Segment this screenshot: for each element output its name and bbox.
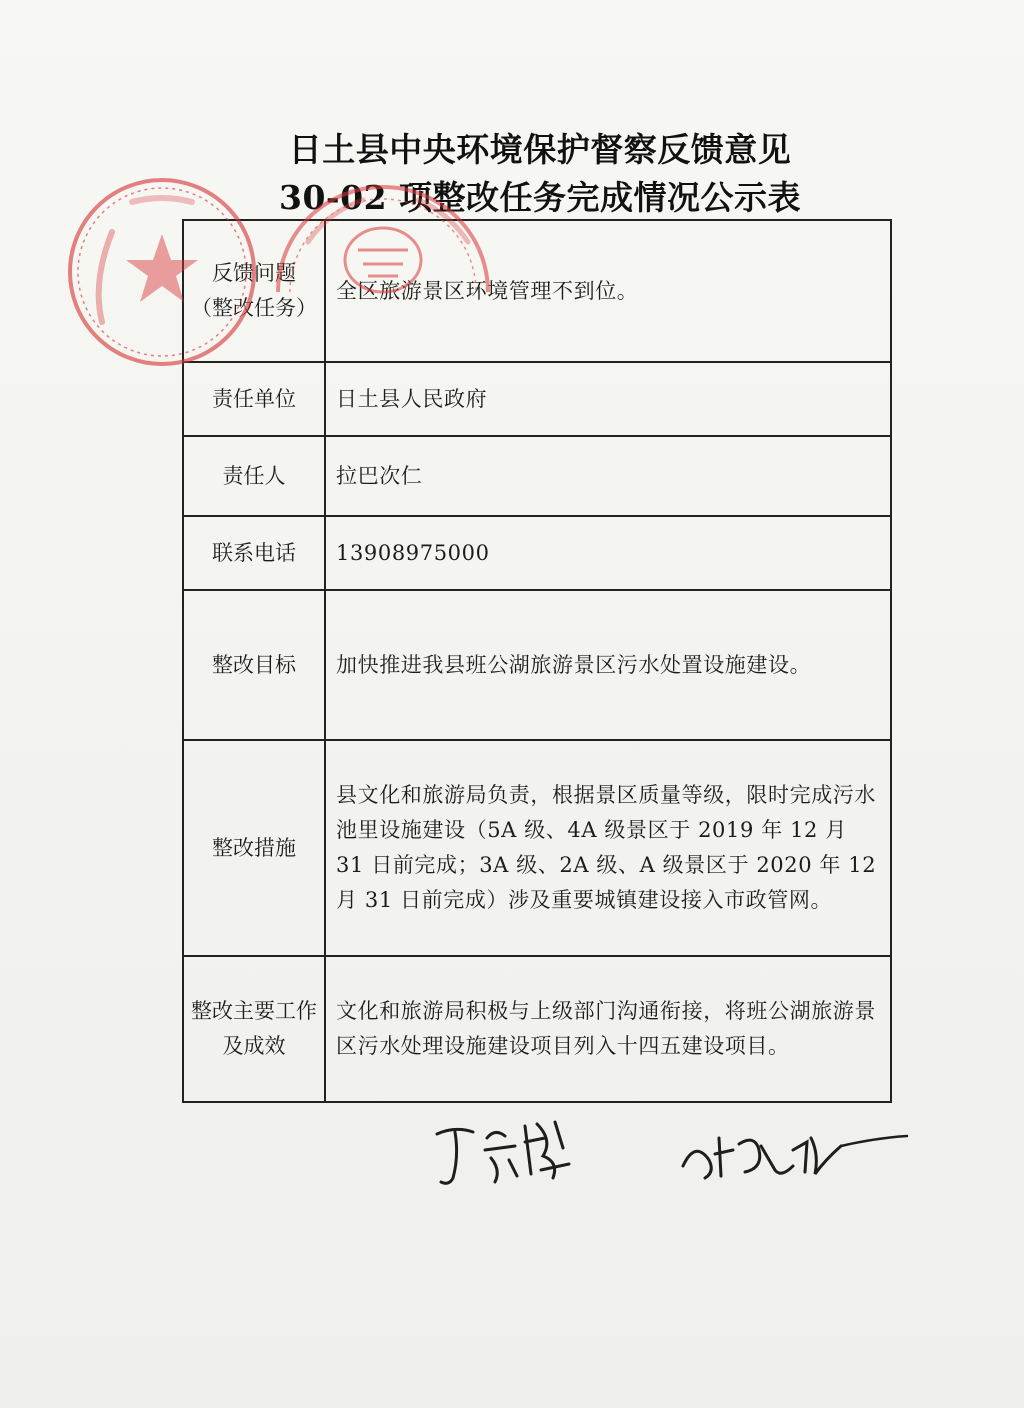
table-row [183,740,891,956]
handwritten-signature-1 [425,1112,585,1192]
row-label-feedback-issue: 反馈问题 （整改任务） [183,220,325,362]
row-value-results: 文化和旅游局积极与上级部门沟通衔接，将班公湖旅游景区污水处理设施建设项目列入十四五建设项目。 [325,956,891,1102]
table-row [183,516,891,590]
row-value-goal: 加快推进我县班公湖旅游景区污水处置设施建设。 [325,590,891,740]
row-label-goal: 整改目标 [183,590,325,740]
table-row [183,362,891,436]
row-value-phone: 13908975000 [325,516,891,590]
handwritten-signature-2 [675,1120,915,1190]
row-value-feedback-issue: 全区旅游景区环境管理不到位。 [325,220,891,362]
table-row [183,956,891,1102]
document-title-line2: 30-02 项整改任务完成情况公示表 [278,178,802,217]
table-row [183,220,891,362]
row-value-responsible-person: 拉巴次仁 [325,436,891,516]
document-title-line1: 日土县中央环境保护督察反馈意见 [288,130,792,169]
table-row [183,436,891,516]
table-row [183,590,891,740]
disclosure-table [182,219,892,1103]
row-value-measures: 县文化和旅游局负责，根据景区质量等级，限时完成污水池里设施建设（5A 级、4A 级景区于 2019 年 12 月 31 日前完成；3A 级、2A 级、A 级景区于 2020 年 12 月 31 日前完成）涉及重要城镇建设接入市政管网。 [325,740,891,956]
row-label-results: 整改主要工作及成效 [183,956,325,1102]
row-label-measures: 整改措施 [183,740,325,956]
row-value-responsible-unit: 日土县人民政府 [325,362,891,436]
row-label-phone: 联系电话 [183,516,325,590]
row-label-responsible-person: 责任人 [183,436,325,516]
row-label-responsible-unit: 责任单位 [183,362,325,436]
